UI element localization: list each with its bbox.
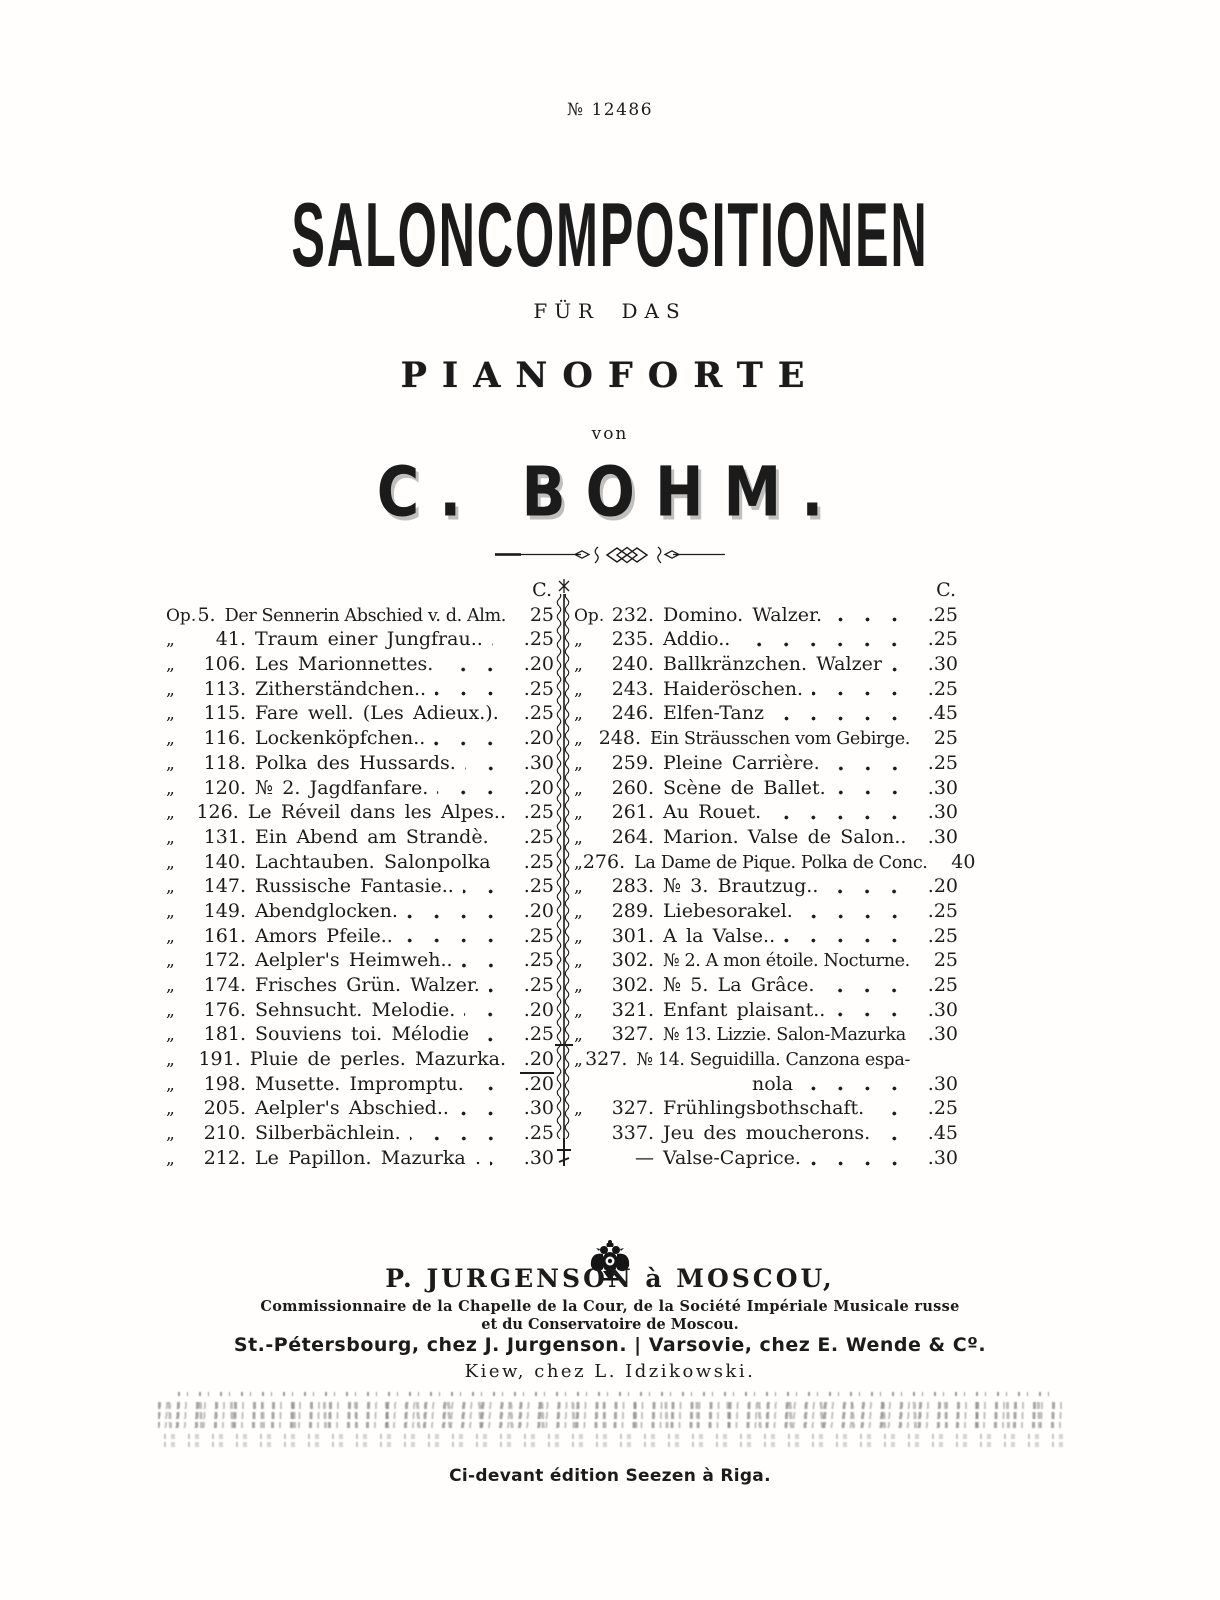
catalog-row-right-10: [574, 825, 958, 850]
piece-title: Frisches Grün. Walzer.: [255, 974, 480, 996]
catalog-row-right-18: [574, 1022, 958, 1047]
opus-ditto-mark: „: [166, 827, 175, 848]
price-value: .25: [523, 825, 554, 848]
leader-dots: [500, 863, 515, 870]
opus-ditto-mark: „: [574, 951, 583, 972]
catalog-row-left-12: [166, 874, 554, 899]
piece-title: Der Sennerin Abschied v. d. Alm.: [224, 605, 506, 626]
catalog-row-right-4: [574, 677, 958, 702]
price-value: .25: [927, 677, 958, 700]
opus-number: 327.: [611, 1023, 654, 1046]
leader-dots: [915, 839, 919, 846]
price-value: .20: [523, 998, 554, 1021]
piece-title: Addio..: [663, 628, 731, 651]
leader-dots: [490, 1160, 515, 1167]
leader-dots: [498, 839, 515, 846]
catalog-row-left-5: [166, 701, 554, 726]
catalog-row-right-2: [574, 627, 958, 652]
price-value: .20: [523, 899, 554, 922]
leader-dots: [435, 690, 515, 697]
publisher-agents-line: St.-Pétersbourg, chez J. Jurgenson. | Varsovie, chez E. Wende & Cº.: [233, 1334, 987, 1356]
opus-ditto-mark: „: [574, 877, 583, 898]
opus-ditto-mark: „: [166, 704, 175, 725]
opus-number: 289.: [611, 899, 654, 922]
leader-dots: [508, 715, 515, 722]
price-value: .45: [927, 1122, 958, 1145]
opus-number: 210.: [203, 1122, 246, 1145]
composer-name: [0, 452, 1220, 533]
catalog-row-left-22: [166, 1121, 554, 1146]
piece-title: Lockenköpfchen..: [255, 727, 426, 750]
leader-dots: [442, 666, 515, 673]
opus-number: 161.: [203, 924, 246, 947]
opus-number: 115.: [203, 702, 246, 725]
piece-title: Musette. Impromptu.: [255, 1072, 464, 1095]
opus-number: 126.: [196, 801, 239, 824]
opus-ditto-mark: „: [166, 655, 175, 676]
piece-title: Valse-Caprice.: [663, 1146, 801, 1169]
price-column-header-right: [574, 578, 958, 603]
price-value: .25: [523, 801, 554, 824]
price-value: .30: [927, 653, 958, 676]
opus-number: 259.: [611, 751, 654, 774]
subtitle-pianoforte: PIANOFORTE: [400, 355, 820, 396]
price-value: .25: [523, 702, 554, 725]
leader-dots: [739, 641, 919, 648]
opus-number: 5.: [197, 603, 216, 626]
leader-dots: [810, 1160, 919, 1167]
price-value: .25: [927, 628, 958, 651]
piece-title: Au Rouet.: [663, 801, 762, 824]
price-value: .30: [927, 776, 958, 799]
opus-number: 260.: [611, 776, 654, 799]
publisher-commission-line2: et du Conservatoire de Moscou.: [481, 1316, 739, 1333]
leader-dots: [437, 789, 515, 796]
edition-note: Ci-devant édition Seezen à Riga.: [449, 1466, 771, 1486]
price-value: .45: [927, 702, 958, 725]
opus-number: 212.: [203, 1146, 246, 1169]
piece-title: № 5. La Grâce.: [663, 974, 815, 996]
price-value: .25: [523, 677, 554, 700]
price-value: .30: [927, 825, 958, 848]
opus-ditto-mark: „: [166, 1148, 175, 1169]
price-value: .25: [523, 924, 554, 947]
piece-title: Aelpler's Abschied..: [255, 1097, 449, 1120]
opus-number: 172.: [203, 949, 246, 972]
opus-ditto-mark: „: [166, 679, 175, 700]
leader-dots: [915, 1036, 919, 1043]
opus-number: 116.: [203, 727, 246, 750]
price-value: .20: [523, 1072, 554, 1095]
opus-ditto-mark: „: [166, 1074, 175, 1095]
piece-title: Traum einer Jungfrau..: [255, 628, 483, 651]
leader-dots: [770, 814, 919, 821]
piece-title: Aelpler's Heimweh..: [255, 949, 453, 972]
leader-dots: [873, 1110, 919, 1117]
price-value: 25: [933, 727, 958, 750]
column-divider-icon: [554, 578, 574, 1171]
opus-number: 235.: [611, 628, 654, 651]
opus-ditto-mark: „: [574, 729, 583, 750]
catalog-row-left-11: [166, 850, 554, 875]
catalog-row-left-17: [166, 998, 554, 1023]
opus-ditto-mark: „: [574, 926, 583, 947]
piece-title: Enfant plaisant..: [663, 998, 826, 1021]
piece-title: Le Papillon. Mazurka .: [255, 1146, 482, 1169]
catalog-row-left-19: [166, 1047, 554, 1072]
piece-title: Ein Sträusschen vom Gebirge.: [650, 729, 910, 750]
piece-title: Polka des Hussards.: [255, 751, 456, 774]
opus-ditto-mark: „: [166, 729, 175, 750]
leader-dots: [823, 987, 919, 994]
catalog-row-right-23: [574, 1146, 958, 1171]
leader-dots: [879, 1135, 919, 1142]
piece-title: Pleine Carrière.: [663, 751, 820, 774]
piece-title: № 2. Jagdfanfare.: [255, 776, 429, 799]
catalog-row-left-3: [166, 652, 554, 677]
catalog-row-left-6: [166, 726, 554, 751]
catalog-row-left-20: [166, 1072, 554, 1097]
opus-number: 149.: [203, 899, 246, 922]
catalog-row-left-4: [166, 677, 554, 702]
catalog-row-left-23: [166, 1146, 554, 1171]
opus-number: 276.: [582, 850, 626, 873]
piece-title: Domino. Walzer.: [663, 603, 822, 626]
piece-title: Elfen-Tanz: [663, 702, 764, 725]
opus-number: 191.: [198, 1048, 241, 1071]
catalog-row-right-11: [574, 850, 976, 875]
piece-title: Le Réveil dans les Alpes..: [247, 801, 506, 824]
price-value: .25: [523, 949, 554, 972]
opus-number: 240.: [611, 653, 654, 676]
catalog-row-left-13: [166, 899, 554, 924]
piece-title: Lachtauben. Salonpolka: [255, 850, 491, 873]
opus-number: 283.: [611, 875, 654, 898]
opus-ditto-mark: „: [574, 655, 583, 676]
piece-title: Liebesorakel.: [663, 899, 793, 922]
price-value: .20: [523, 727, 554, 750]
catalog-row-right-5: [574, 701, 958, 726]
publisher-name: P. JURGENSON à MOSCOU,: [385, 1264, 835, 1293]
piece-title: Abendglocken.: [255, 899, 398, 922]
opus-number: 131.: [203, 825, 246, 848]
catalog-row-left-9: [166, 800, 554, 825]
price-value: .25: [523, 1023, 554, 1046]
subtitle-fur-das: FÜR DAS: [533, 299, 687, 323]
opus-number: 337.: [611, 1122, 654, 1145]
leader-dots: [434, 740, 515, 747]
opus-number: 176.: [203, 998, 246, 1021]
opus-ditto-mark: „: [574, 1050, 583, 1071]
leader-dots: [458, 1110, 515, 1117]
price-value: 25: [529, 603, 554, 626]
price-value: .30: [927, 1072, 958, 1095]
catalog-column-left: [166, 578, 554, 1171]
piece-title: Scène de Ballet.: [663, 776, 826, 799]
leader-dots: [492, 641, 515, 648]
leader-dots: [891, 666, 919, 673]
price-value: .25: [927, 603, 958, 626]
opus-ditto-mark: „: [574, 1099, 583, 1120]
catalog-row-right-19: [574, 1047, 958, 1072]
opus-ditto-mark: „: [166, 951, 175, 972]
opus-number: 261.: [611, 801, 654, 824]
publisher-commission-line1: Commissionnaire de la Chapelle de la Cour, de la Société Impériale Musicale russe: [260, 1298, 960, 1315]
page-title-text: SALONCOMPOSITIONEN: [291, 183, 929, 286]
leader-dots: [463, 888, 515, 895]
opus-ditto-mark: „: [166, 901, 175, 922]
catalog-row-right-3: [574, 652, 958, 677]
opus-number: 232.: [611, 603, 654, 626]
opus-number: 321.: [611, 998, 654, 1021]
opus-ditto-mark: „: [574, 704, 583, 725]
opus-ditto-mark: „: [574, 976, 583, 996]
price-value: .25: [523, 1122, 554, 1145]
price-header-label: C.: [936, 579, 956, 601]
price-header-label: C.: [532, 579, 552, 601]
piece-title: Sehnsucht. Melodie.: [255, 998, 456, 1021]
piece-title: Ein Abend am Strandè.: [255, 825, 489, 848]
catalog-row-right-16: [574, 973, 958, 998]
leader-dots: [465, 765, 515, 772]
piece-title: Zitherständchen..: [255, 677, 427, 700]
piece-title: Les Marionnettes.: [255, 653, 434, 676]
opus-number: 120.: [203, 776, 246, 799]
opus-ditto-mark: „: [166, 976, 175, 996]
catalog-row-right-9: [574, 800, 958, 825]
opus-number: 113.: [203, 677, 246, 700]
leader-dots: [784, 937, 919, 944]
catalog-column-right: [574, 578, 976, 1171]
piece-title: № 2. A mon étoile. Nocturne.: [663, 951, 910, 972]
opus-ditto-mark: „: [166, 778, 175, 799]
price-value: 40: [951, 850, 976, 873]
catalog-row-left-2: [166, 627, 554, 652]
price-column-header-left: [166, 578, 554, 603]
opus-ditto-mark: „: [166, 1099, 175, 1120]
piece-title: № 14. Seguidilla. Canzona espa-: [636, 1050, 910, 1071]
byline-von: von: [591, 424, 629, 444]
opus-ditto-mark: „: [574, 827, 583, 848]
leader-dots: [835, 789, 919, 796]
price-value: .20: [523, 653, 554, 676]
catalog-row-left-16: [166, 973, 554, 998]
price-value: .25: [927, 974, 958, 996]
price-value: .25: [927, 899, 958, 922]
erased-imprint-artifact: [158, 1392, 1063, 1454]
opus-number: 41.: [215, 628, 246, 651]
piece-title: Silberbächlein.: [255, 1122, 401, 1145]
publisher-kiew-line: Kiew, chez L. Idzikowski.: [464, 1361, 756, 1382]
opus-ditto-mark: Op.: [166, 605, 197, 626]
opus-number: 327.: [611, 1097, 654, 1120]
piece-title: Russische Fantasie..: [255, 875, 454, 898]
piece-title: Pluie de perles. Mazurka.: [249, 1048, 506, 1071]
price-value: .30: [523, 1146, 554, 1169]
piece-title: nola: [752, 1072, 794, 1095]
leader-dots: [827, 888, 919, 895]
opus-number: 205.: [203, 1097, 246, 1120]
price-value: .25: [927, 1097, 958, 1120]
leader-dots: [402, 937, 515, 944]
leader-dots: [834, 1011, 919, 1018]
catalog-row-right-17: [574, 998, 958, 1023]
price-value: .20: [523, 776, 554, 799]
leader-dots: [464, 1011, 515, 1018]
catalog-row-right-8: [574, 776, 958, 801]
catalog-row-left-8: [166, 776, 554, 801]
catalog-row-right-13: [574, 899, 958, 924]
opus-number: 243.: [611, 677, 654, 700]
opus-ditto-mark: „: [166, 852, 175, 873]
catalog-row-right-21: [574, 1096, 958, 1121]
piece-title: A la Valse..: [663, 924, 776, 947]
piece-title: Souviens toi. Mélodie: [255, 1023, 470, 1046]
opus-ditto-mark: „: [574, 803, 583, 824]
catalog-row-left-7: [166, 751, 554, 776]
opus-number: 140.: [203, 850, 246, 873]
opus-number: 327.: [585, 1048, 628, 1071]
plate-number: № 12486: [566, 100, 654, 120]
leader-dots: [410, 1135, 515, 1142]
leader-dots: [831, 616, 919, 623]
price-value: .20: [927, 875, 958, 898]
leader-dots: [489, 987, 515, 994]
leader-dots: [478, 1036, 515, 1043]
price-value: .30: [927, 801, 958, 824]
catalog-row-right-7: [574, 751, 958, 776]
leader-dots: [407, 913, 515, 920]
opus-number: 147.: [203, 875, 246, 898]
catalog-row-left-10: [166, 825, 554, 850]
catalog-row-right-14: [574, 924, 958, 949]
leader-dots: [802, 913, 919, 920]
piece-title: Marion. Valse de Salon..: [663, 825, 907, 848]
opus-ditto-mark: Op.: [574, 605, 605, 626]
page-title: [0, 182, 1220, 286]
opus-ditto-mark: „: [574, 778, 583, 799]
price-value: .20: [520, 1047, 554, 1074]
opus-number: 301.: [611, 924, 654, 947]
price-value: .30: [927, 1146, 958, 1169]
catalog-listing: [166, 578, 976, 1171]
catalog-row-left-14: [166, 924, 554, 949]
catalog-row-right-6: [574, 726, 958, 751]
opus-number: 106.: [203, 653, 246, 676]
piece-title: № 13. Lizzie. Salon-Mazurka: [663, 1025, 906, 1046]
opus-ditto-mark: „: [166, 877, 175, 898]
opus-number: 198.: [203, 1072, 246, 1095]
opus-ditto-mark: „: [574, 901, 583, 922]
opus-number: 302.: [611, 974, 654, 996]
price-value: .25: [523, 875, 554, 898]
leader-dots: [802, 1085, 919, 1092]
price-value: 25: [933, 949, 958, 972]
piece-title: Fare well. (Les Adieux.).: [255, 702, 499, 725]
catalog-row-right-15: [574, 948, 958, 973]
title-ornament-icon: [0, 545, 1220, 569]
opus-number: 174.: [203, 974, 246, 996]
price-value: .30: [523, 1097, 554, 1120]
piece-title: Ballkränzchen. Walzer: [663, 653, 882, 676]
price-value: .25: [523, 850, 554, 873]
piece-title: Haideröschen.: [663, 677, 804, 700]
opus-ditto-mark: „: [166, 1000, 175, 1021]
composer-name-text: C. BOHM.: [376, 452, 844, 533]
leader-dots: [829, 765, 919, 772]
opus-ditto-mark: „: [166, 630, 175, 651]
price-value: .25: [523, 974, 554, 996]
opus-number: —: [635, 1146, 654, 1169]
catalog-row-right-20: [574, 1072, 958, 1097]
opus-ditto-mark: „: [574, 753, 583, 774]
opus-number: 181.: [203, 1023, 246, 1046]
piece-title: Jeu des moucherons.: [663, 1122, 871, 1145]
leader-dots: [773, 715, 919, 722]
opus-ditto-mark: „: [574, 630, 583, 651]
price-value: .30: [927, 998, 958, 1021]
opus-ditto-mark: „: [166, 1050, 175, 1071]
opus-number: 246.: [611, 702, 654, 725]
opus-ditto-mark: „: [166, 926, 175, 947]
price-value: .25: [927, 924, 958, 947]
opus-ditto-mark: „: [574, 1000, 583, 1021]
price-value: .25: [523, 628, 554, 651]
opus-ditto-mark: „: [166, 1025, 175, 1046]
price-value: .30: [927, 1023, 958, 1046]
opus-number: 248.: [598, 727, 642, 750]
piece-title: La Dame de Pique. Polka de Conc.: [634, 852, 928, 873]
opus-ditto-mark: „: [166, 1124, 175, 1145]
opus-number: 302.: [611, 949, 654, 972]
opus-ditto-mark: „: [574, 679, 583, 700]
price-value: .25: [927, 751, 958, 774]
opus-number: 118.: [203, 751, 246, 774]
opus-ditto-mark: „: [166, 753, 175, 774]
leader-dots: [462, 962, 515, 969]
leader-dots: [812, 690, 919, 697]
opus-ditto-mark: „: [166, 803, 175, 824]
piece-title: Frühlingsbothschaft.: [663, 1097, 865, 1120]
catalog-row-right-22: [574, 1121, 958, 1146]
catalog-row-right-1: [574, 603, 958, 628]
opus-ditto-mark: „: [574, 1025, 583, 1046]
catalog-row-left-18: [166, 1022, 554, 1047]
catalog-row-right-12: [574, 874, 958, 899]
piece-title: № 3. Brautzug..: [663, 875, 819, 898]
price-value: .30: [523, 751, 554, 774]
opus-ditto-mark: „: [574, 852, 583, 873]
catalog-row-left-21: [166, 1096, 554, 1121]
opus-number: 264.: [611, 825, 654, 848]
leader-dots: [473, 1085, 515, 1092]
piece-title: Amors Pfeile..: [255, 924, 393, 947]
catalog-row-left-1: [166, 603, 554, 628]
catalog-row-left-15: [166, 948, 554, 973]
